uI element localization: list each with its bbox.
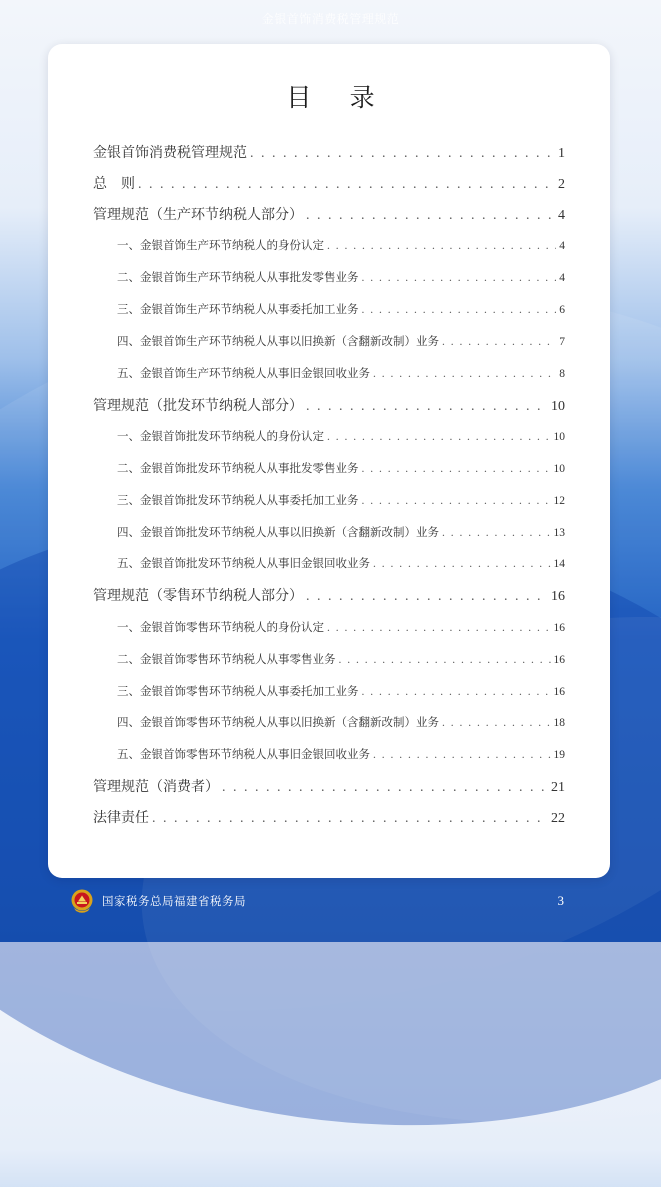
toc-entry-label: 总 则 — [93, 177, 135, 192]
toc-entry-label: 管理规范（批发环节纳税人部分） — [93, 399, 303, 414]
page-number: 3 — [557, 893, 564, 908]
toc-entry[interactable] — [93, 651, 565, 667]
toc-entry[interactable] — [93, 524, 565, 540]
toc-entry-page: 16 — [553, 622, 565, 634]
toc-entry-label: 五、金银首饰生产环节纳税人从事旧金银回收业务 — [117, 368, 370, 380]
toc-entry-page: 13 — [553, 527, 565, 539]
toc-entry-label: 金银首饰消费税管理规范 — [93, 146, 247, 161]
toc-entry-label: 管理规范（消费者） — [93, 780, 219, 795]
toc-entry[interactable] — [93, 683, 565, 699]
toc-entry[interactable] — [93, 142, 565, 162]
toc-entry-label: 二、金银首饰零售环节纳税人从事零售业务 — [117, 654, 336, 666]
toc-entry-page: 22 — [551, 811, 565, 826]
toc-dot-leader — [152, 811, 548, 827]
toc-entry[interactable] — [93, 585, 565, 605]
toc-dot-leader — [250, 146, 555, 162]
toc-dot-leader — [222, 780, 548, 796]
toc-dot-leader — [442, 527, 551, 539]
toc-entry-page: 6 — [559, 304, 565, 316]
toc-entry[interactable] — [93, 746, 565, 762]
toc-entry[interactable] — [93, 269, 565, 285]
toc-dot-leader — [362, 495, 551, 507]
footer — [70, 886, 590, 916]
toc-entry[interactable] — [93, 460, 565, 476]
toc-entry-label: 法律责任 — [93, 811, 149, 826]
toc-entry-label: 三、金银首饰零售环节纳税人从事委托加工业务 — [117, 686, 359, 698]
toc-entry[interactable] — [93, 301, 565, 317]
toc-dot-leader — [306, 589, 548, 605]
toc-entry-label: 二、金银首饰生产环节纳税人从事批发零售业务 — [117, 272, 359, 284]
toc-dot-leader — [362, 463, 551, 475]
toc-entry[interactable] — [93, 333, 565, 349]
toc-entry-page: 16 — [553, 686, 565, 698]
footer-organization: 国家税务总局福建省税务局 — [102, 894, 246, 908]
toc-dot-leader — [327, 622, 551, 634]
toc-dot-leader — [138, 177, 555, 193]
toc-entry-label: 一、金银首饰生产环节纳税人的身份认定 — [117, 240, 324, 252]
toc-entry-page: 18 — [553, 717, 565, 729]
toc-heading: 目 录 — [286, 85, 391, 112]
toc-entry[interactable] — [93, 428, 565, 444]
toc-entry-page: 16 — [553, 654, 565, 666]
toc-dot-leader — [306, 208, 555, 224]
toc-entry-page: 14 — [553, 558, 565, 570]
toc-entry[interactable] — [93, 395, 565, 415]
toc-entry-label: 五、金银首饰批发环节纳税人从事旧金银回收业务 — [117, 558, 370, 570]
toc-entry-page: 2 — [558, 177, 565, 192]
running-header: 金银首饰消费税管理规范 — [261, 12, 400, 26]
toc-entry-label: 一、金银首饰零售环节纳税人的身份认定 — [117, 622, 324, 634]
toc-entry-label: 三、金银首饰批发环节纳税人从事委托加工业务 — [117, 495, 359, 507]
toc-entry-page: 16 — [551, 589, 565, 604]
toc-entry[interactable] — [93, 237, 565, 253]
toc-entry-label: 四、金银首饰零售环节纳税人从事以旧换新（含翻新改制）业务 — [117, 717, 439, 729]
toc-dot-leader — [362, 272, 557, 284]
toc-entry-page: 19 — [553, 749, 565, 761]
toc-entry-label: 二、金银首饰批发环节纳税人从事批发零售业务 — [117, 463, 359, 475]
toc-dot-leader — [362, 686, 551, 698]
toc-dot-leader — [362, 304, 557, 316]
toc-dot-leader — [373, 368, 556, 380]
toc-entry[interactable] — [93, 619, 565, 635]
toc-entry-page: 10 — [553, 463, 565, 475]
toc-entry-page: 4 — [559, 272, 565, 284]
toc-entry[interactable] — [93, 173, 565, 193]
toc-entry[interactable] — [93, 776, 565, 796]
toc-dot-leader — [306, 399, 548, 415]
toc-entry-page: 7 — [559, 336, 565, 348]
toc-entry[interactable] — [93, 714, 565, 730]
toc-entry-label: 五、金银首饰零售环节纳税人从事旧金银回收业务 — [117, 749, 370, 761]
toc-entry-label: 一、金银首饰批发环节纳税人的身份认定 — [117, 431, 324, 443]
toc-dot-leader — [442, 336, 556, 348]
toc-entry-page: 1 — [558, 146, 565, 161]
toc-entry[interactable] — [93, 807, 565, 827]
toc-entry-page: 12 — [553, 495, 565, 507]
toc-entry-label: 管理规范（生产环节纳税人部分） — [93, 208, 303, 223]
toc-entry-page: 21 — [551, 780, 565, 795]
tax-emblem-icon — [70, 888, 94, 914]
toc-dot-leader — [373, 749, 551, 761]
toc-dot-leader — [327, 240, 556, 252]
toc-entry-page: 10 — [551, 399, 565, 414]
toc-dot-leader — [442, 717, 551, 729]
toc-entry-page: 4 — [558, 208, 565, 223]
toc-entry-label: 管理规范（零售环节纳税人部分） — [93, 589, 303, 604]
toc-dot-leader — [339, 654, 551, 666]
toc-entry[interactable] — [93, 204, 565, 224]
toc-entry-label: 三、金银首饰生产环节纳税人从事委托加工业务 — [117, 304, 359, 316]
toc-entry-page: 4 — [559, 240, 565, 252]
toc-entry-page: 8 — [559, 368, 565, 380]
toc-entry[interactable] — [93, 365, 565, 381]
toc-entry-page: 10 — [553, 431, 565, 443]
toc-dot-leader — [327, 431, 551, 443]
toc-entry[interactable] — [93, 492, 565, 508]
toc-dot-leader — [373, 558, 551, 570]
toc-entry-label: 四、金银首饰生产环节纳税人从事以旧换新（含翻新改制）业务 — [117, 336, 439, 348]
toc-entry[interactable] — [93, 555, 565, 571]
toc-entry-label: 四、金银首饰批发环节纳税人从事以旧换新（含翻新改制）业务 — [117, 527, 439, 539]
